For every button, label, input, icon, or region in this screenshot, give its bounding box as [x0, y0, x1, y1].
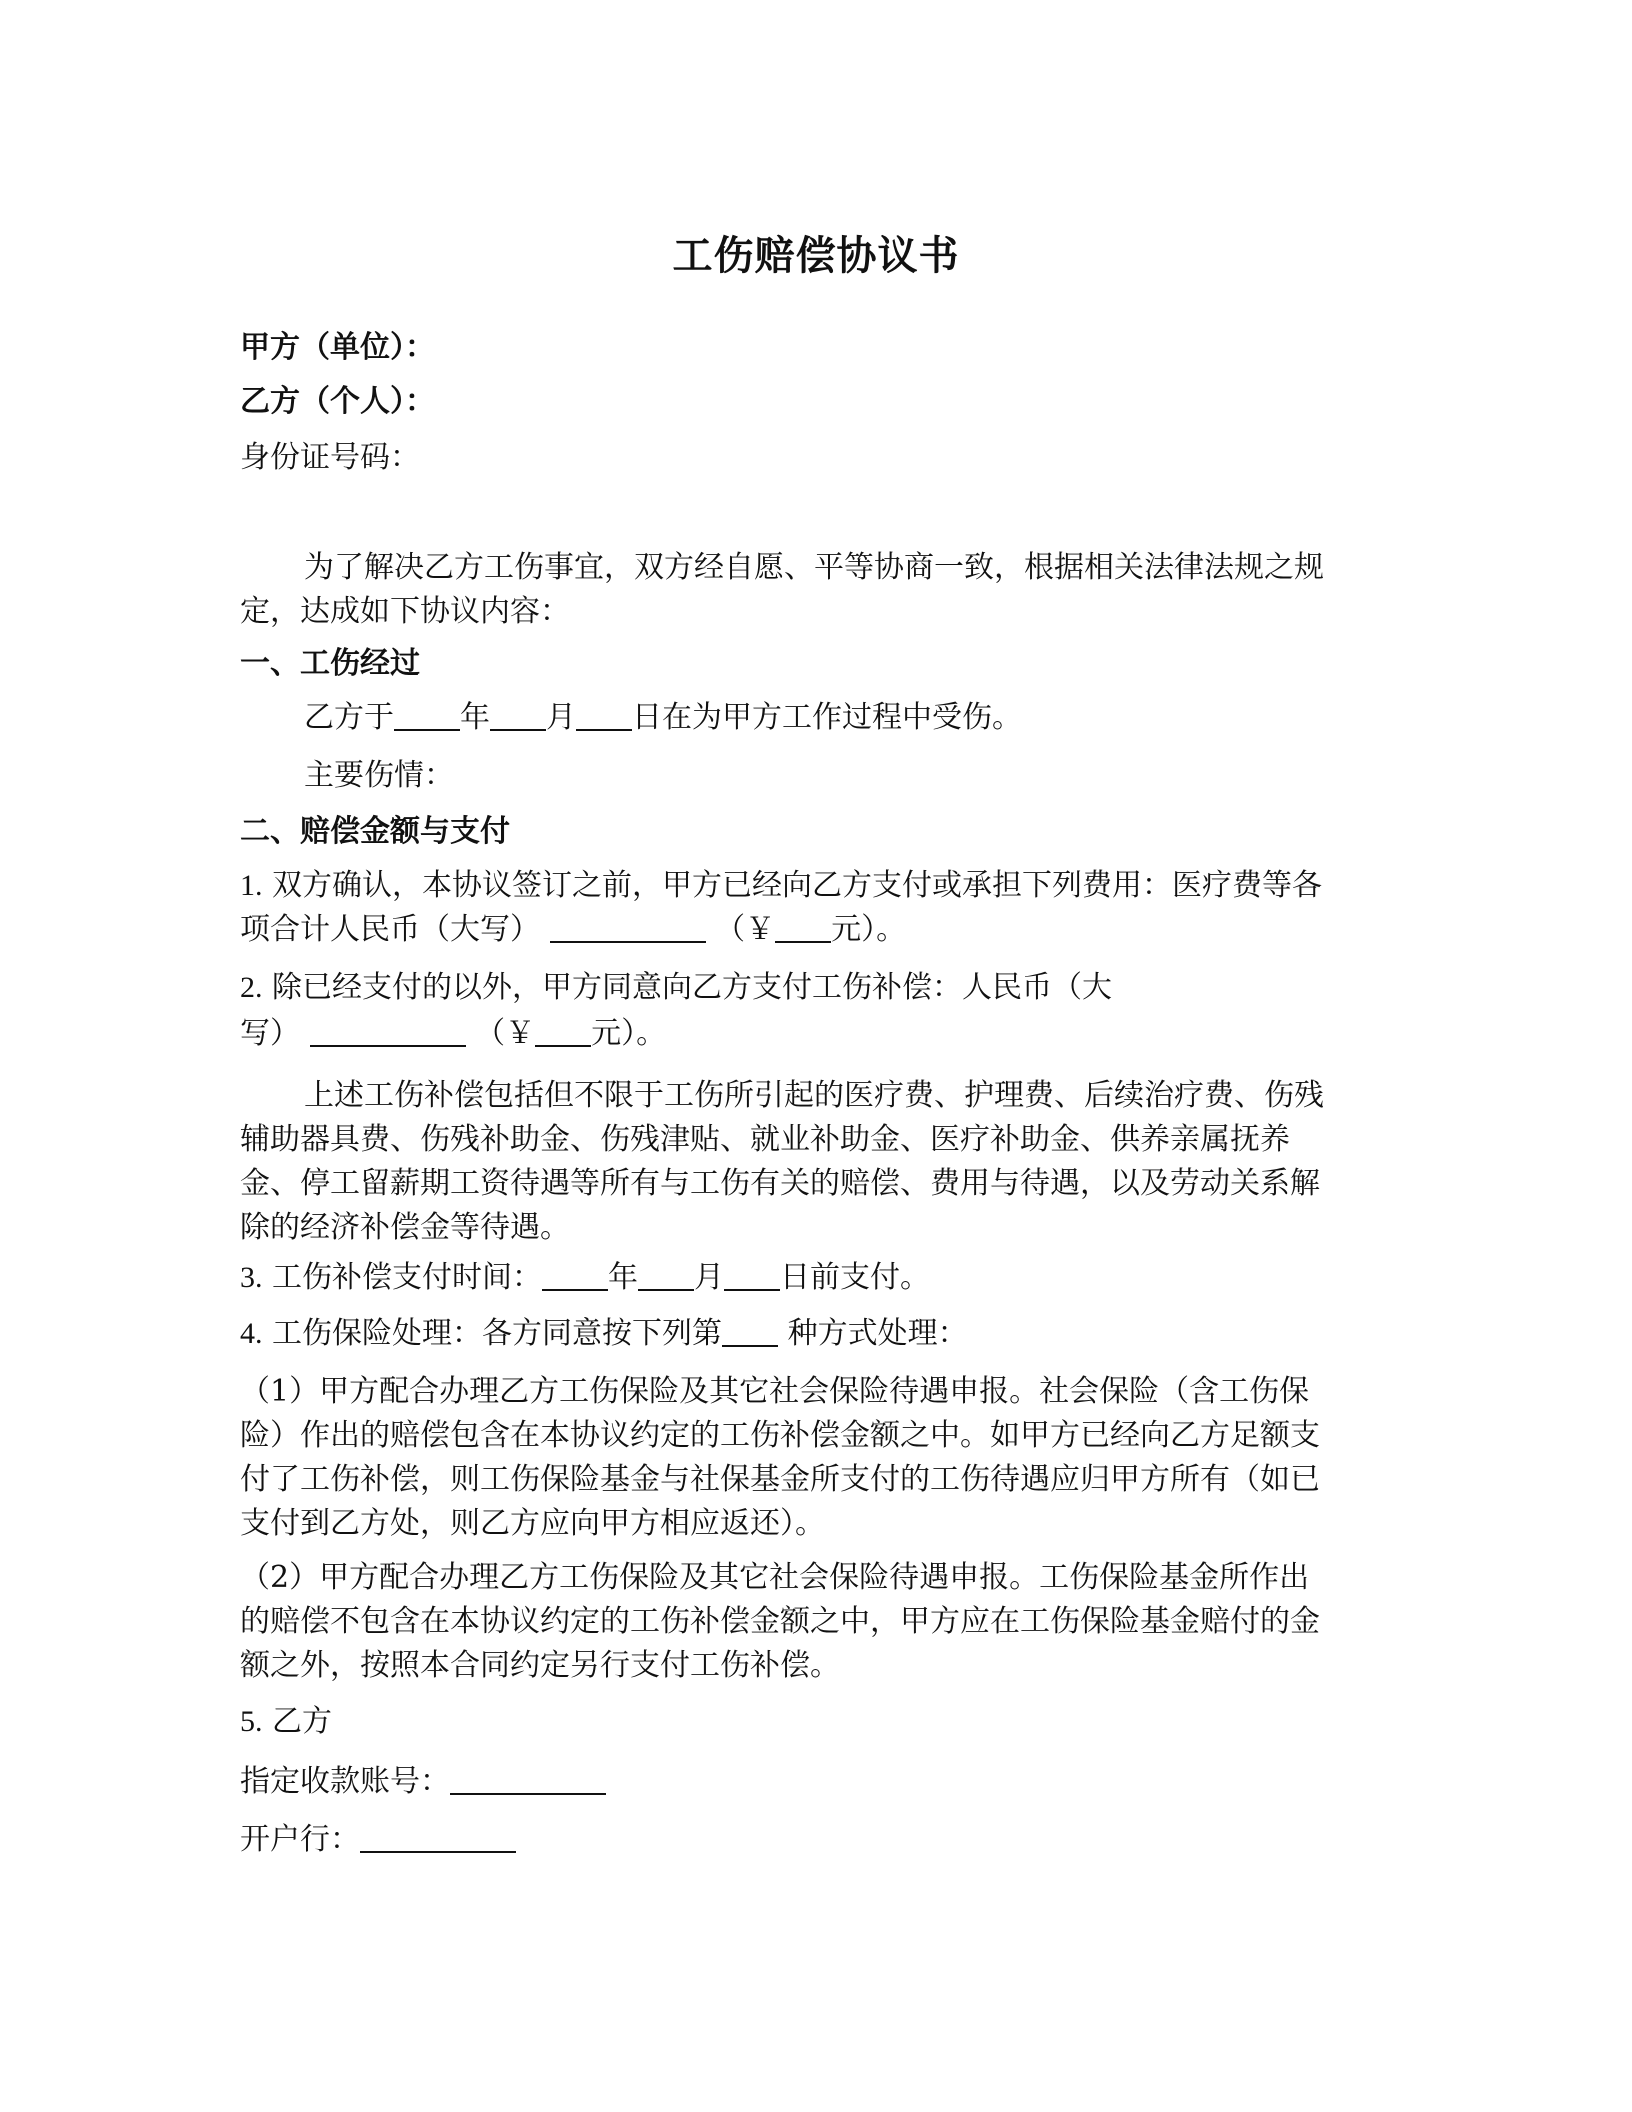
coverage-line-4: 除的经济补偿金等待遇。 [240, 1210, 570, 1245]
account-line [240, 1760, 1390, 1804]
item-5-label: 乙方 [272, 1704, 333, 1739]
item-3-suffix: 日前支付。 [780, 1260, 931, 1295]
item-2-number: 2. [240, 971, 263, 1004]
intro-line-2: 定，达成如下协议内容： [240, 594, 570, 629]
item-1-number: 1. [240, 869, 263, 902]
item-3-number: 3. [240, 1261, 263, 1294]
payment-year-blank[interactable] [542, 1259, 608, 1291]
account-label: 指定收款账号： [240, 1764, 450, 1799]
item-2-amount-open: （￥ [475, 1016, 536, 1051]
option-choice-blank[interactable] [722, 1315, 778, 1347]
intro-line-1: 为了解决乙方工伤事宜，双方经自愿、平等协商一致，根据相关法律法规之规 [304, 550, 1324, 585]
item-5-line [240, 1700, 1390, 1744]
item-1-amount-open: （￥ [715, 912, 776, 947]
item-2-amount-prefix: 写） [240, 1016, 300, 1051]
item-4-suffix: 种方式处理： [787, 1316, 968, 1351]
injury-day-blank[interactable] [576, 699, 632, 731]
payment-day-blank[interactable] [724, 1259, 780, 1291]
account-number-blank[interactable] [450, 1763, 606, 1795]
option-1-line-1: （1）甲方配合办理乙方工伤保险及其它社会保险待遇申报。社会保险（含工伤保 [240, 1374, 1310, 1409]
main-injury-label: 主要伤情： [304, 758, 454, 793]
option-1-line-3: 付了工伤补偿，则工伤保险基金与社保基金所支付的工伤待遇应归甲方所有（如已 [240, 1462, 1320, 1497]
coverage-line-1: 上述工伤补偿包括但不限于工伤所引起的医疗费、护理费、后续治疗费、伤残 [304, 1078, 1324, 1113]
injury-year-label: 年 [460, 700, 490, 735]
item-1-text: 双方确认，本协议签订之前，甲方已经向乙方支付或承担下列费用：医疗费等各 [272, 868, 1323, 903]
option-2-line-1: （2）甲方配合办理乙方工伤保险及其它社会保险待遇申报。工伤保险基金所作出 [240, 1560, 1310, 1595]
payment-month-blank[interactable] [638, 1259, 694, 1291]
item-2-amount-words-blank[interactable] [310, 1015, 466, 1047]
item-3-line [240, 1256, 1390, 1300]
bank-label: 开户行： [240, 1822, 360, 1857]
coverage-line-2: 辅助器具费、伤残补助金、伤残津贴、就业补助金、医疗补助金、供养亲属抚养 [240, 1122, 1290, 1157]
item-2-line-2 [240, 1012, 1390, 1056]
item-2-amount-number-blank[interactable] [535, 1015, 591, 1047]
bank-line [240, 1818, 1390, 1862]
injury-date-suffix: 日在为甲方工作过程中受伤。 [632, 700, 1022, 735]
item-1-amount-close: 元）。 [831, 912, 907, 947]
injury-month-label: 月 [546, 700, 576, 735]
item-2-amount-close: 元）。 [591, 1016, 667, 1051]
bank-name-blank[interactable] [360, 1821, 516, 1853]
option-2-line-2: 的赔偿不包含在本协议约定的工伤补偿金额之中，甲方应在工伤保险基金赔付的金 [240, 1604, 1320, 1639]
section-1-heading: 一、工伤经过 [240, 646, 420, 681]
item-2-text: 除已经支付的以外，甲方同意向乙方支付工伤补偿：人民币（大 [272, 970, 1113, 1005]
section-2-heading: 二、赔偿金额与支付 [240, 814, 510, 849]
document-title: 工伤赔偿协议书 [672, 232, 960, 279]
item-1-line-1 [240, 864, 1390, 908]
item-1-amount-number-blank[interactable] [775, 911, 831, 943]
option-1-line-4: 支付到乙方处，则乙方应向甲方相应返还）。 [240, 1506, 825, 1541]
item-4-line [240, 1312, 1390, 1356]
item-4-number: 4. [240, 1317, 263, 1350]
coverage-line-3: 金、停工留薪期工资待遇等所有与工伤有关的赔偿、费用与待遇，以及劳动关系解 [240, 1166, 1320, 1201]
injury-year-blank[interactable] [394, 699, 460, 731]
item-1-line-2 [240, 908, 1390, 952]
payment-year-label: 年 [608, 1260, 639, 1295]
option-2-line-3: 额之外，按照本合同约定另行支付工伤补偿。 [240, 1648, 840, 1683]
injury-month-blank[interactable] [490, 699, 546, 731]
item-1-amount-words-blank[interactable] [550, 911, 706, 943]
injury-date-line [304, 696, 1454, 740]
item-4-prefix: 工伤保险处理：各方同意按下列第 [272, 1316, 723, 1351]
injury-date-prefix: 乙方于 [304, 700, 394, 735]
payment-month-label: 月 [694, 1260, 725, 1295]
party-a-label: 甲方（单位）： [240, 330, 435, 365]
item-2-line-1 [240, 966, 1390, 1010]
item-1-amount-prefix: 项合计人民币（大写） [240, 912, 540, 947]
option-1-line-2: 险）作出的赔偿包含在本协议约定的工伤补偿金额之中。如甲方已经向乙方足额支 [240, 1418, 1320, 1453]
item-3-prefix: 工伤补偿支付时间： [272, 1260, 543, 1295]
party-b-label: 乙方（个人）： [240, 384, 435, 419]
item-5-number: 5. [240, 1705, 263, 1738]
id-number-label: 身份证号码： [240, 440, 420, 475]
